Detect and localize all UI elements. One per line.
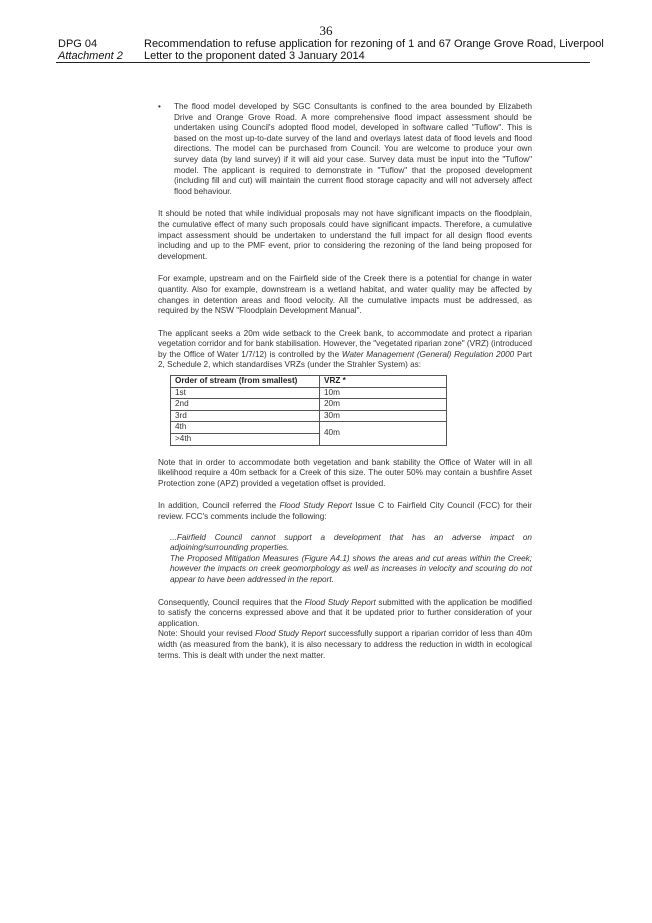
paragraph-riparian-note: [158, 629, 532, 661]
fcc-text-a: In addition, Council referred the: [158, 501, 280, 511]
table-cell-order: 3rd: [171, 410, 320, 422]
table-row: [171, 410, 447, 422]
attachment-label: Attachment 2: [58, 50, 123, 62]
table-header-row: [171, 376, 447, 388]
bullet-icon: •: [158, 102, 161, 111]
title-line-2: Letter to the proponent dated 3 January 2014: [144, 50, 365, 62]
table-cell-order: 4th: [171, 422, 320, 434]
table-row: [171, 399, 447, 411]
column-header-order: Order of stream (from smallest): [171, 376, 320, 388]
table-cell-vrz: 20m: [320, 399, 447, 411]
regulation-title: Water Management (General) Regulation 2000: [341, 349, 515, 359]
document-reference: [58, 38, 123, 62]
page-number: 36: [319, 23, 333, 38]
table-row: [171, 422, 447, 434]
column-header-vrz: VRZ *: [320, 376, 447, 388]
paragraph-cumulative-impact: It should be noted that while individual proposals may not have significant impacts on the floodplain, the cumulative effect of many such proposals could have significant impacts. Therefore, a cumulative impact assessment should be undertaken to understand the full impact for all design flood events including and up to the PMF event, prior to considering the rezoning of the land being proposed for development.: [158, 209, 532, 261]
doc-code: DPG 04: [58, 38, 98, 50]
table-cell-order: 2nd: [171, 399, 320, 411]
title-line-1: Recommendation to refuse application for rezoning of 1 and 67 Orange Grove Road, Liverpool: [144, 38, 604, 50]
setback-text-a: The applicant seeks a 20m wide setback to the Creek bank, to accommodate and protect a riparian vegetation corridor and for bank stabilisation. However, the "vegetated riparian zone" (VRZ) (introduced by the Office of Water 1/7/12) is controlled by the: [158, 328, 532, 359]
letter-body: [158, 102, 532, 673]
table-cell-vrz: 30m: [320, 410, 447, 422]
table-cell-vrz: 40m: [320, 422, 447, 445]
report-title: Flood Study Report: [279, 501, 352, 511]
consequently-text-b: submitted with the application be modified to satisfy the concerns expressed above and that it be updated prior to further consideration of your application.: [158, 597, 532, 628]
bullet-item-flood-model: [158, 102, 532, 197]
table-cell-order: 1st: [171, 387, 320, 399]
paragraph-consequently: [158, 598, 532, 630]
report-title: Flood Study Report: [304, 597, 376, 607]
vrz-table: [170, 375, 447, 446]
table-cell-order: >4th: [171, 434, 320, 446]
setback-text-b: Part 2, Schedule 2, which standardises VRZs (under the Strahler System) as:: [158, 349, 532, 370]
paragraph-fcc-referral: [158, 501, 532, 522]
note2-text-b: successfully support a riparian corridor of less than 40m width (as measured from the bank), it is also necessary to address the reduction in width in ecological terms. This is dealt with under the next matter.: [158, 629, 533, 660]
note2-text-a: Note: Should your revised: [158, 629, 256, 639]
bullet-text: The flood model developed by SGC Consultants is confined to the area bounded by Elizabeth Drive and Orange Grove Road. A more comprehensive flood impact assessment should be undertaken using Council's adopted flood model, developed in software called "Tuflow". This is based on the most up-to-date survey of the land and overlays latest data of flood levels and flood directions. The model can be purchased from Council. You are welcome to produce your own survey data (by land survey) if it will aid your case. Survey data must be input into the "Tuflow" model. The applicant is required to demonstrate in "Tuflow" that the proposed development (including fill and cut) will maintain the current flood storage capacity and will not adversely affect flood behaviour.: [174, 102, 532, 196]
consequently-text-a: Consequently, Council requires that the: [158, 597, 305, 607]
paragraph-example: For example, upstream and on the Fairfield side of the Creek there is a potential for change in water quantity. Also for example, downstream is a wetland habitat, and water quality may be affected by changes in detention areas and flood velocity. All the cumulative impacts must be addressed, as required by the NSW "Floodplain Development Manual".: [158, 274, 532, 316]
quote-line-1: ...Fairfield Council cannot support a development that has an adverse impact on adjoining/surrounding properties.: [170, 532, 532, 553]
fcc-text-b: Issue C to Fairfield City Council (FCC) for their review. FCC's comments include the following:: [158, 501, 532, 521]
paragraph-setback: [158, 329, 532, 371]
table-row: [171, 387, 447, 399]
fcc-quote: [170, 533, 532, 586]
quote-line-2: The Proposed Mitigation Measures (Figure A4.1) shows the areas and cut areas within the Creek; however the impacts on creek geomorphology as well as increases in velocity and scouring do not appear to have been addressed in the report.: [170, 553, 532, 584]
report-title: Flood Study Report: [255, 629, 326, 639]
header-divider: [56, 62, 590, 63]
table-cell-vrz: 10m: [320, 387, 447, 399]
paragraph-office-of-water-note: Note that in order to accommodate both vegetation and bank stability the Office of Water will in all likelihood require a 40m setback for a Creek of this size. The outer 50% may contain a bushfire Asset Protection zone (APZ) provided a vegetation offset is provided.: [158, 457, 532, 488]
document-title: [144, 38, 604, 62]
